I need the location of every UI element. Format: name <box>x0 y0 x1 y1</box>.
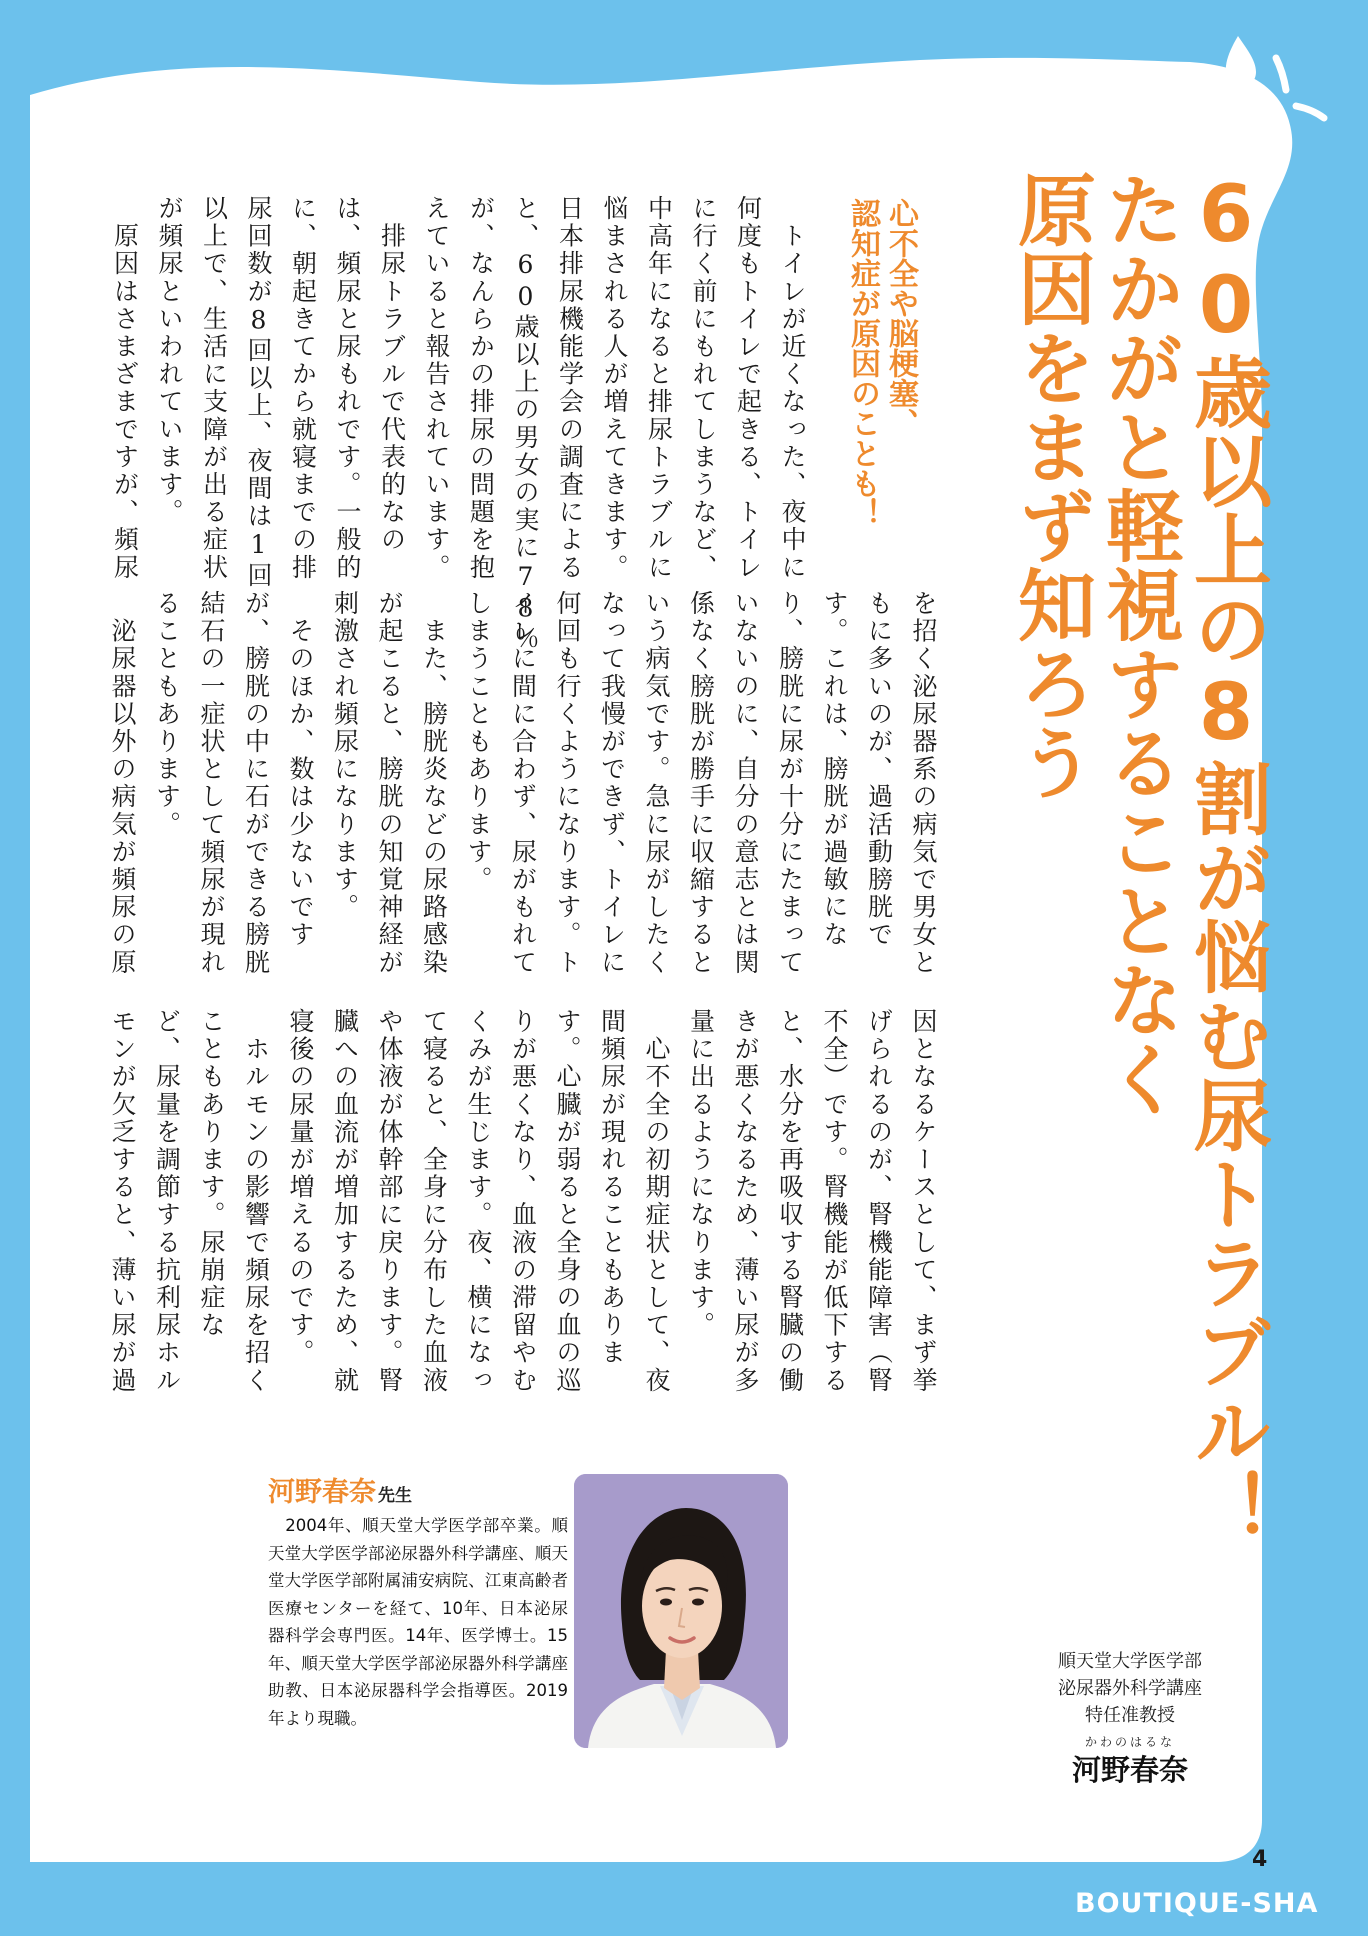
splash-line-icon <box>1296 106 1324 118</box>
author-photo <box>574 1474 788 1748</box>
subhead-line-2: 認知症が原因のことも！ <box>845 198 880 528</box>
affiliation-line-1: 順天堂大学医学部 <box>1058 1651 1202 1672</box>
splash-drop-icon <box>1226 36 1256 87</box>
author-name-ruby: かわのはるな <box>1084 1735 1175 1749</box>
body-block-3: 因となるケースとして、まず挙 げられるのが、腎機能障害（腎 不全）です。腎機能が低下する と、水分を再吸収する腎臓の働 きが悪くなるため、薄い尿が多 量に出るようになります。 心不全の初期症状として、夜 間頻尿が現れることもありま す。心臓が弱ると全身の血の巡 りが悪くなり、血液の滞留やむ くみが生じます。夜、横になっ て寝ると、全身に分布した血液 や体液が体幹部に戻ります。腎 臓への血流が増加するため、就 寝後の尿量が増えるのです。 ホルモンの影響で頻尿を招く こともあります。尿崩症な ど、尿量を調節する抗利尿ホル モンが欠乏すると、薄い尿が過 <box>108 1008 938 1395</box>
profile-name <box>268 1470 412 1509</box>
author-name: 河野春奈 <box>1071 1753 1188 1787</box>
author-affiliation <box>1010 1648 1250 1729</box>
profile-bio: 2004年、順天堂大学医学部卒業。順天堂大学医学部泌尿器外科学講座、順天堂大学医学部附属浦安病院、江東高齢者医療センターを経て、10年、日本泌尿器科学会専門医。14年、医学博士。15年、順天堂大学医学部泌尿器外科学講座助教、日本泌尿器科学会指導医。2019年より現職。 <box>268 1516 568 1728</box>
subhead-line-1: 心不全や脳梗塞、 <box>883 198 918 438</box>
profile-name-text: 河野春奈 <box>268 1477 376 1508</box>
body-block-1: トイレが近くなった、夜中に 何度もトイレで起きる、トイレ に行く前にもれてしまうなど、 中高年になると排尿トラブルに 悩まされる人が増えてきます。 日本排尿機能学会の調査による と、60歳以上の男女の実に78％ が、なんらかの排尿の問題を抱 えていると報告されています。 排尿トラブルで代表的なの は、頻尿と尿もれです。一般的 に、朝起きてから就寝までの排 尿回数が8回以上、夜間は1回 以上で、生活に支障が出る症状 が頻尿といわれています。 原因はさまざまですが、頻尿 <box>110 195 807 653</box>
page-number: 4 <box>1252 1847 1268 1872</box>
splash-line-icon <box>1276 58 1286 90</box>
headline-line-3: 原因をまず知ろう <box>1005 170 1095 802</box>
profile-honorific: 先生 <box>378 1486 412 1506</box>
affiliation-line-3: 特任准教授 <box>1085 1705 1175 1726</box>
publisher-name: BOUTIQUE-SHA <box>1075 1888 1319 1919</box>
headline-line-2: たかがと軽視することなく <box>1093 170 1183 1118</box>
author-portrait-image <box>574 1474 788 1748</box>
body-block-2: を招く泌尿器系の病気で男女と もに多いのが、過活動膀胱で す。これは、膀胱が過敏にな り、膀胱に尿が十分にたまって いないのに、自分の意志とは関 係なく膀胱が勝手に収縮すると いう病気です。急に尿がしたく なって我慢ができず、トイレに 何回も行くようになります。ト イレに間に合わず、尿がもれて しまうこともあります。 また、膀胱炎などの尿路感染 が起こると、膀胱の知覚神経が 刺激され頻尿になります。 そのほか、数は少ないです が、膀胱の中に石ができる膀胱 結石の一症状として頻尿が現れ ることもあります。 泌尿器以外の病気が頻尿の原 <box>108 590 938 977</box>
headline-line-1: 60歳以上の8割が悩む尿トラブル！ <box>1181 170 1271 1549</box>
affiliation-line-2: 泌尿器外科学講座 <box>1058 1678 1202 1699</box>
